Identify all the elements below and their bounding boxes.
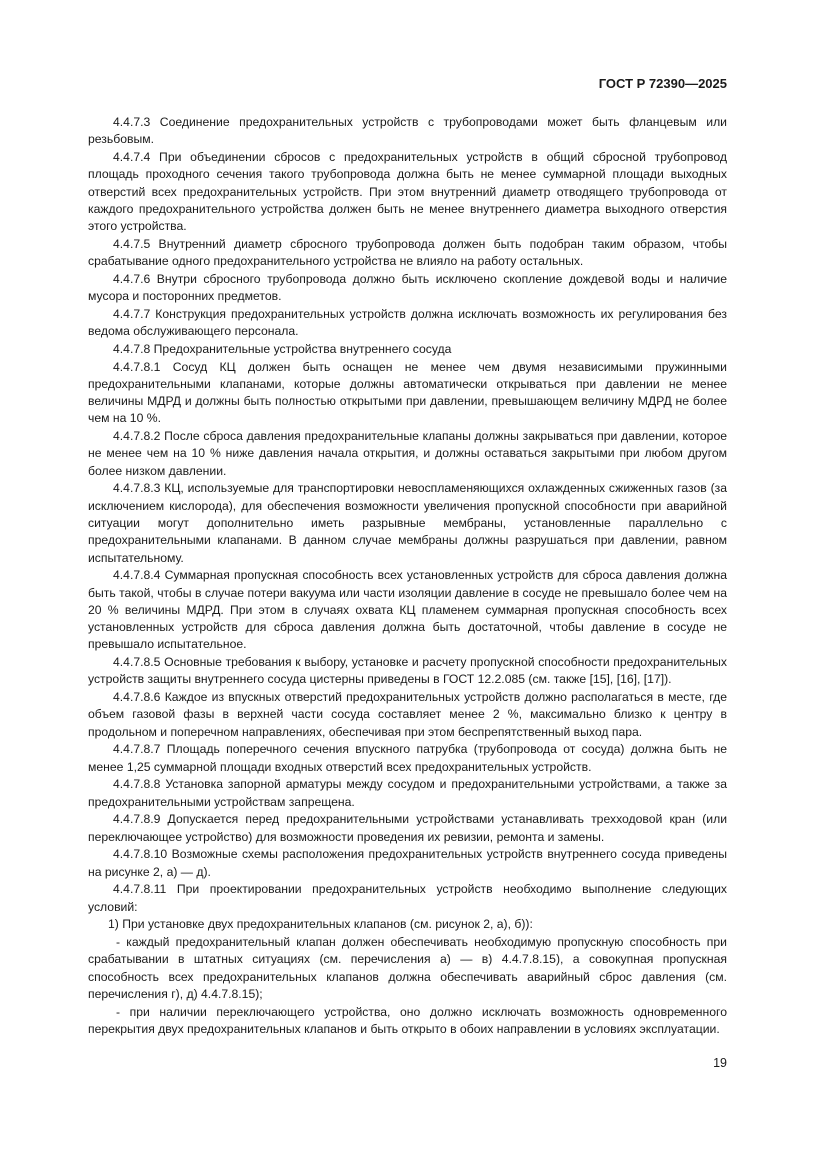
bullet-item: - при наличии переключающего устройства, оно должно исключать возможность одновременного перекрытия двух предохранительных клапанов и быть открыто в обоих направлении в условиях эксплуатации. <box>88 1004 727 1036</box>
paragraph-4-4-7-8-3: 4.4.7.8.3 КЦ, используемые для транспортировки невоспламеняющихся охлажденных сжиженных газов (за исключением кислорода), для обеспечения возможности увеличения пропускной способности при аварийной ситуации могут дополнительно иметь разрывные мембраны, установленные параллельно с предохранительными клапанами. В данном случае мембраны должны разрушаться при давлении, равном испытательному. <box>88 481 727 565</box>
paragraph-4-4-7-8-7: 4.4.7.8.7 Площадь поперечного сечения впускного патрубка (трубопровода от сосуда) должна быть не менее 1,25 суммарной площади входных отверстий всех предохранительных устройств. <box>88 742 727 774</box>
document-header: ГОСТ Р 72390—2025 <box>598 76 727 91</box>
paragraph-4-4-7-8-9: 4.4.7.8.9 Допускается перед предохранительными устройствами устанавливать трехходовой кран (или переключающее устройство) для возможности проведения их ревизии, ремонта и замены. <box>88 812 727 844</box>
paragraph-4-4-7-8-6: 4.4.7.8.6 Каждое из впускных отверстий предохранительных устройств должно располагаться в месте, где объем газовой фазы в верхней части сосуда составляет менее 2 %, максимально близко к центру в продольном и поперечном направлениях, обеспечивая при этом беспрепятственный выход пара. <box>88 690 727 739</box>
paragraph-4-4-7-4: 4.4.7.4 При объединении сбросов с предохранительных устройств в общий сбросной трубопровод площадь проходного сечения такого трубопровода должна быть не менее суммарной площади выходных отверстий всех предохранительных устройств. При этом внутренний диаметр отводящего трубопровода от каждого предохранительного устройства должен быть не менее внутреннего диаметра выходного отверстия этого устройства. <box>88 149 727 234</box>
document-body <box>88 114 727 1039</box>
numbered-list-item: 1) При установке двух предохранительных клапанов (см. рисунок 2, а), б)): <box>108 917 533 932</box>
page-number: 19 <box>713 1056 727 1070</box>
paragraph-4-4-7-8-1: 4.4.7.8.1 Сосуд КЦ должен быть оснащен не менее чем двумя независимыми пружинными предохранительными клапанами, которые должны автоматически открываться при давлении не менее величины МДРД и должны быть полностью открытыми при давлении, превышающем величину МДРД не более чем на 10 %. <box>88 359 727 426</box>
paragraph-4-4-7-8-10: 4.4.7.8.10 Возможные схемы расположения предохранительных устройств внутреннего сосуда приведены на рисунке 2, а) — д). <box>88 847 727 879</box>
bullet-item: - каждый предохранительный клапан должен обеспечивать необходимую пропускную способность при срабатывании в штатных ситуациях (см. перечисления а) — в) 4.4.7.8.15), а совокупная пропускная способность всех предохранительных клапанов должна обеспечивать аварийный сброс давления (см. перечисления г), д) 4.4.7.8.15); <box>88 934 727 1001</box>
paragraph-4-4-7-8-11: 4.4.7.8.11 При проектировании предохранительных устройств необходимо выполнение следующих условий: <box>88 882 727 914</box>
paragraph-4-4-7-5: 4.4.7.5 Внутренний диаметр сбросного трубопровода должен быть подобран таким образом, чтобы срабатывание одного предохранительного устройства не влияло на работу остальных. <box>88 236 727 269</box>
paragraph-4-4-7-8-4: 4.4.7.8.4 Суммарная пропускная способность всех установленных устройств для сброса давления должна быть такой, чтобы в случае потери вакуума или части изоляции давление в сосуде не превышало более чем на 20 % величины МДРД. При этом в случаях охвата КЦ пламенем суммарная пропускная способность всех установленных устройств для сброса давления должна быть достаточной, чтобы давление в сосуде не превышало испытательное. <box>88 568 727 652</box>
paragraph-4-4-7-8-2: 4.4.7.8.2 После сброса давления предохранительные клапаны должны закрываться при давлении, которое не менее чем на 10 % ниже давления начала открытия, и должны оставаться закрытыми при любом другом более низком давлении. <box>88 429 727 478</box>
paragraph-4-4-7-6: 4.4.7.6 Внутри сбросного трубопровода должно быть исключено скопление дождевой воды и наличие мусора и посторонних предметов. <box>88 271 727 304</box>
paragraph-4-4-7-8-5: 4.4.7.8.5 Основные требования к выбору, установке и расчету пропускной способности предохранительных устройств защиты внутреннего сосуда цистерны приведены в ГОСТ 12.2.085 (см. также [15], [16], [17]). <box>88 655 727 687</box>
paragraph-4-4-7-3: 4.4.7.3 Соединение предохранительных устройств с трубопроводами может быть фланцевым или резьбовым. <box>88 115 727 147</box>
paragraph-4-4-7-8-8: 4.4.7.8.8 Установка запорной арматуры между сосудом и предохранительными устройствами, а также за предохранительными устройствам запрещена. <box>88 777 727 809</box>
paragraph-4-4-7-7: 4.4.7.7 Конструкция предохранительных устройств должна исключать возможность их регулирования без ведома обслуживающего персонала. <box>88 306 727 339</box>
paragraph-4-4-7-8: 4.4.7.8 Предохранительные устройства внутреннего сосуда <box>113 341 452 356</box>
